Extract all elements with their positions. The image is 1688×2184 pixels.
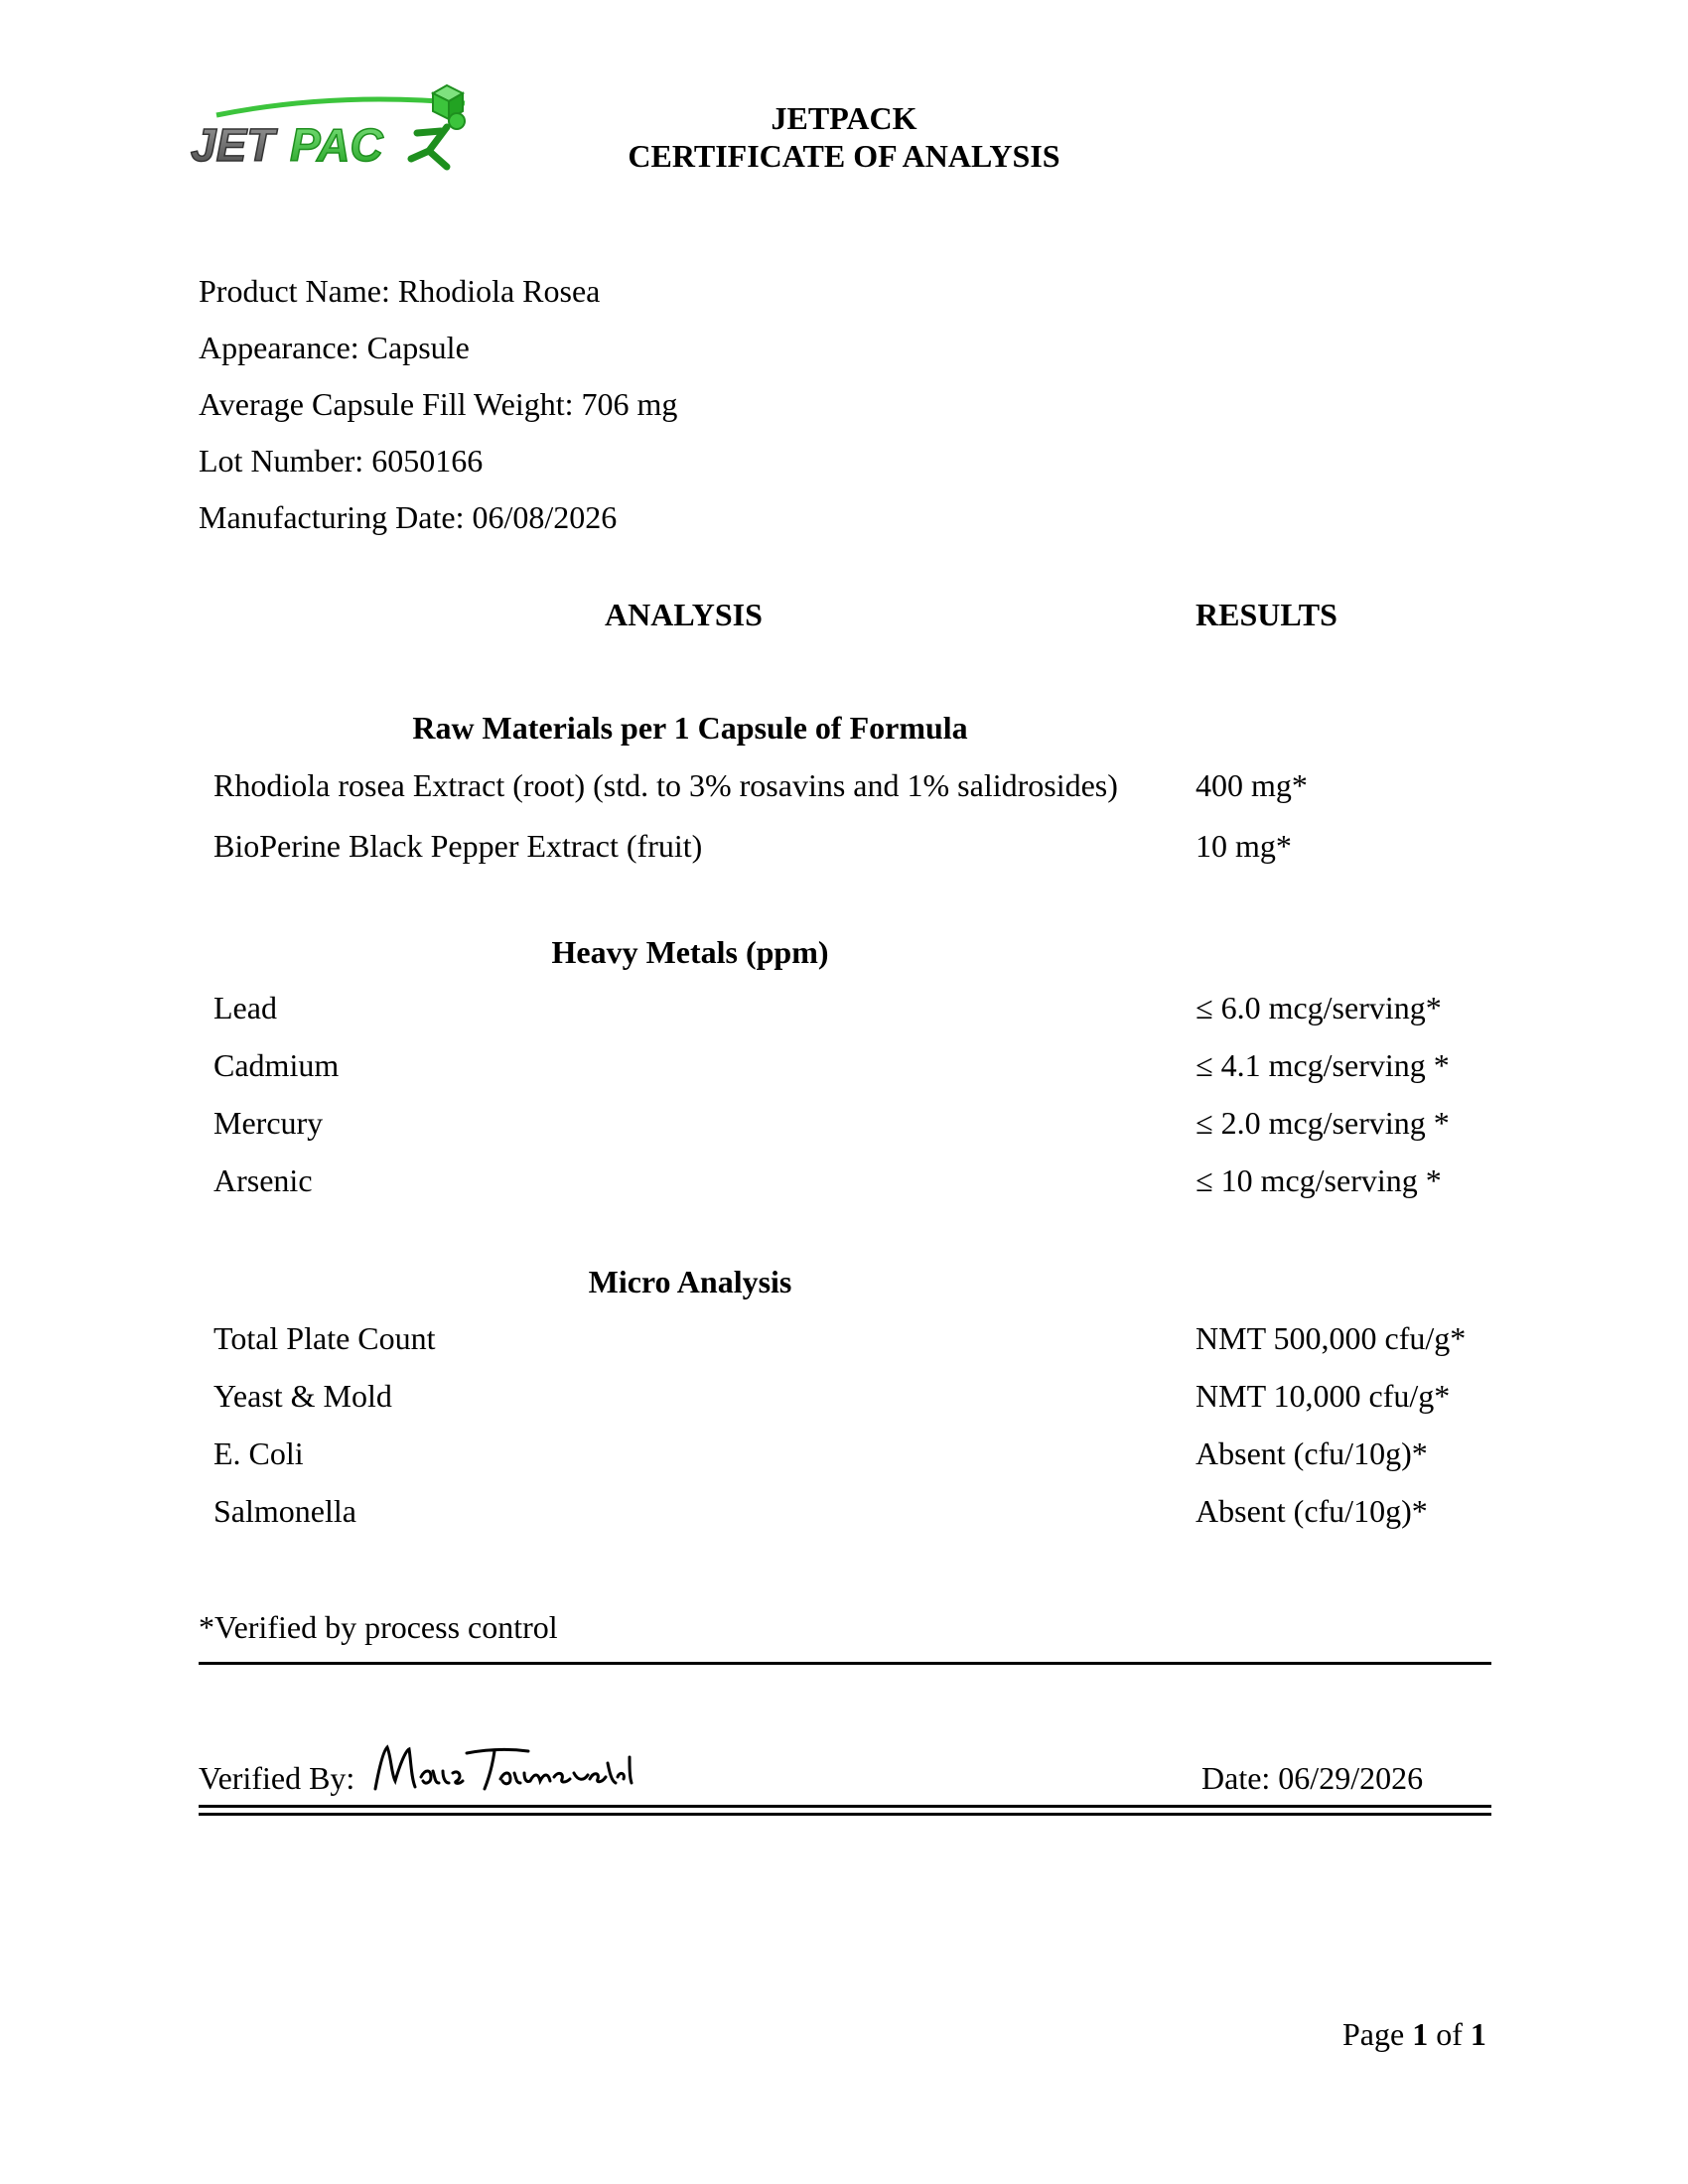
- double-rule-top: [199, 1805, 1491, 1808]
- analysis-row-name: Lead: [213, 990, 277, 1025]
- section-title-heavy-metals: Heavy Metals (ppm): [551, 934, 829, 970]
- logo-text-jet: JET: [191, 119, 275, 171]
- verified-by-label: Verified By:: [199, 1760, 355, 1796]
- fill-weight-label: Average Capsule Fill Weight:: [199, 386, 574, 422]
- appearance-value: Capsule: [366, 330, 470, 365]
- appearance-label: Appearance:: [199, 330, 359, 365]
- page-total: 1: [1470, 2016, 1486, 2052]
- analysis-row-result: 400 mg*: [1196, 767, 1308, 803]
- product-name-line: [199, 272, 600, 310]
- manufacturing-date-label: Manufacturing Date:: [199, 499, 465, 535]
- analysis-row-name: BioPerine Black Pepper Extract (fruit): [213, 828, 703, 864]
- section-title-raw-materials: Raw Materials per 1 Capsule of Formula: [412, 710, 968, 746]
- document-title: CERTIFICATE OF ANALYSIS: [628, 138, 1060, 174]
- product-name-label: Product Name:: [199, 273, 390, 309]
- double-rule-bottom: [199, 1813, 1491, 1816]
- analysis-row-result: Absent (cfu/10g)*: [1196, 1493, 1428, 1529]
- divider: [199, 1662, 1491, 1665]
- page-of: of: [1436, 2016, 1463, 2052]
- analysis-row-result: ≤ 6.0 mcg/serving*: [1196, 990, 1442, 1025]
- manufacturing-date-line: [199, 498, 617, 536]
- results-column-header: RESULTS: [1196, 597, 1337, 632]
- section-title-micro-analysis: Micro Analysis: [588, 1264, 792, 1299]
- analysis-row-name: Cadmium: [213, 1047, 340, 1083]
- footnote: *Verified by process control: [199, 1609, 558, 1645]
- lot-number-line: [199, 442, 483, 479]
- analysis-row-result: NMT 500,000 cfu/g*: [1196, 1320, 1467, 1356]
- date-label: Date:: [1201, 1760, 1271, 1796]
- analysis-row-result: Absent (cfu/10g)*: [1196, 1435, 1428, 1471]
- page-current: 1: [1412, 2016, 1429, 2052]
- analysis-row-result: ≤ 10 mcg/serving *: [1196, 1162, 1442, 1198]
- lot-number-label: Lot Number:: [199, 443, 364, 478]
- date-value: 06/29/2026: [1278, 1760, 1424, 1796]
- company-name: JETPACK: [771, 100, 917, 136]
- page-prefix: Page: [1342, 2016, 1405, 2052]
- analysis-row-result: NMT 10,000 cfu/g*: [1196, 1378, 1451, 1414]
- analysis-row-name: E. Coli: [213, 1435, 304, 1471]
- analysis-row-name: Yeast & Mold: [213, 1378, 392, 1414]
- analysis-row-name: Salmonella: [213, 1493, 356, 1529]
- page-number: [1342, 2015, 1486, 2053]
- logo-text-pack: PAC: [290, 119, 383, 171]
- analysis-row-name: Total Plate Count: [213, 1320, 436, 1356]
- signature-image: [369, 1737, 639, 1803]
- analysis-column-header: ANALYSIS: [605, 597, 763, 632]
- fill-weight-line: [199, 385, 677, 423]
- analysis-row-result: ≤ 4.1 mcg/serving *: [1196, 1047, 1450, 1083]
- product-name-value: Rhodiola Rosea: [397, 273, 601, 309]
- manufacturing-date-value: 06/08/2026: [472, 499, 618, 535]
- lot-number-value: 6050166: [371, 443, 484, 478]
- analysis-row-result: ≤ 2.0 mcg/serving *: [1196, 1105, 1450, 1141]
- analysis-row-name: Mercury: [213, 1105, 324, 1141]
- appearance-line: [199, 329, 470, 366]
- fill-weight-value: 706 mg: [581, 386, 678, 422]
- verification-date: [1201, 1759, 1423, 1797]
- analysis-row-name: Rhodiola rosea Extract (root) (std. to 3% rosavins and 1% salidrosides): [213, 767, 1118, 803]
- analysis-row-name: Arsenic: [213, 1162, 313, 1198]
- analysis-row-result: 10 mg*: [1196, 828, 1292, 864]
